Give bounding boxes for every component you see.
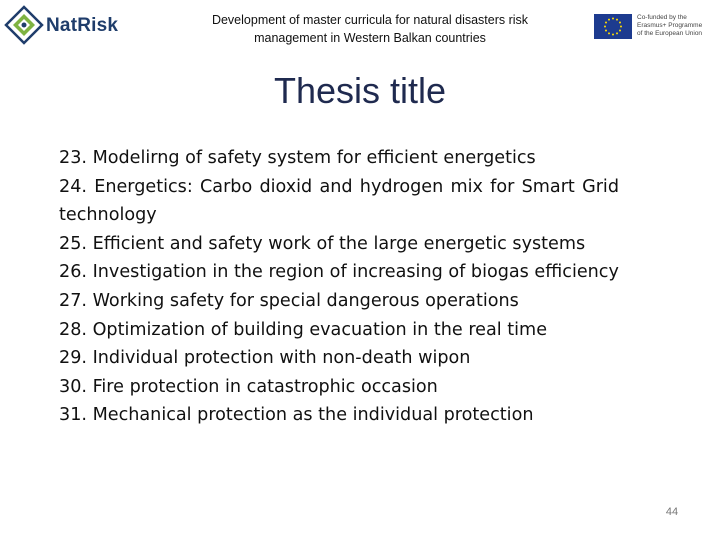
- list-item: 23. Modelirng of safety system for efficient energetics: [59, 148, 536, 168]
- thesis-topic-list: [59, 144, 619, 430]
- header-line-1: Development of master curricula for natural disasters risk: [211, 13, 529, 27]
- eu-flag-icon: [594, 14, 632, 39]
- slide-title: Thesis title: [273, 70, 447, 111]
- eu-text-line-1: Co-funded by the: [637, 14, 687, 21]
- header-line-2: management in Western Balkan countries: [254, 31, 486, 45]
- slide-header: [180, 11, 560, 47]
- eu-cofunding-logo: [594, 14, 718, 40]
- list-item: 25. Efficient and safety work of the large energetic systems: [59, 233, 586, 254]
- list-item: 29. Individual protection with non-death wipon: [59, 348, 471, 369]
- page-number: 44: [665, 506, 679, 518]
- eu-text-line-2: Erasmus+ Programme: [637, 22, 703, 29]
- logo-text: NatRisk: [46, 15, 119, 36]
- natrisk-emblem-icon: [4, 5, 44, 45]
- list-item: 28. Optimization of building evacuation in the real time: [59, 319, 548, 340]
- list-item: 27. Working safety for special dangerous operations: [59, 290, 519, 311]
- natrisk-logo: [4, 4, 119, 46]
- list-item: 31. Mechanical protection as the individual protection: [59, 405, 534, 426]
- eu-cofunding-text: [637, 14, 717, 38]
- eu-text-line-3: of the European Union: [637, 30, 703, 37]
- list-item: 26. Investigation in the region of increasing of biogas efficiency: [59, 262, 619, 283]
- list-item: 30. Fire protection in catastrophic occasion: [59, 376, 438, 397]
- list-item: 24. Energetics: Carbo dioxid and hydrogen mix for Smart Grid technology: [59, 176, 619, 226]
